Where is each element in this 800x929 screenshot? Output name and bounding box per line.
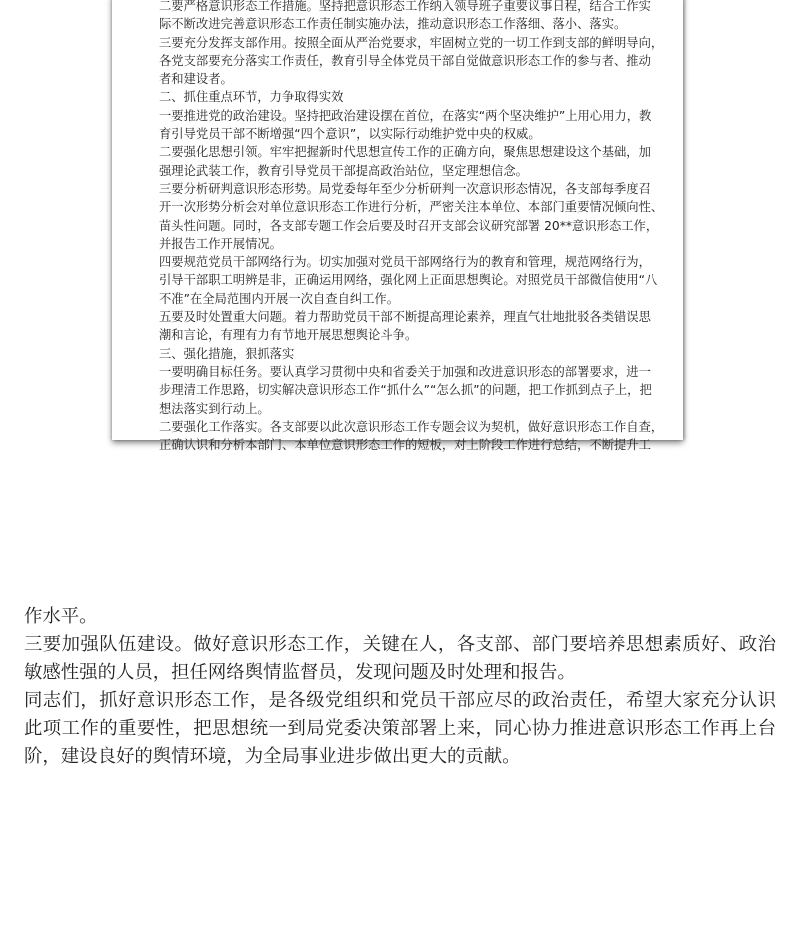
- text-line: 开一次形势分析会对单位意识形态工作进行分析，严密关注本单位、本部门重要情况倾向性、: [159, 200, 664, 215]
- text-line: 三、强化措施，狠抓落实: [159, 346, 295, 361]
- text-line: 不准”在全局范围内开展一次自查自纠工作。: [159, 291, 400, 306]
- text-line: 同志们，抓好意识形态工作，是各级党组织和党员干部应尽的政治责任，希望大家充分认识: [24, 690, 776, 711]
- text-line: 三要加强队伍建设。做好意识形态工作，关键在人，各支部、部门要培养思想素质好、政治: [24, 634, 776, 655]
- text-line: 强理论武装工作，教育引导党员干部提高政治站位，坚定理想信念。: [159, 163, 528, 178]
- text-line: 此项工作的重要性，把思想统一到局党委决策部署上来，同心协力推进意识形态工作再上台: [24, 718, 776, 739]
- text-line: 者和建设者。: [159, 72, 233, 87]
- text-line: 五要及时处置重大问题。着力帮助党员干部不断提高理论素养，理直气壮地批驳各类错误思: [159, 310, 651, 325]
- text-line: 阶，建设良好的舆情环境，为全局事业进步做出更大的贡献。: [24, 746, 521, 767]
- text-line: 并报告工作开展情况。: [159, 236, 282, 251]
- text-line: 二要严格意识形态工作措施。坚持把意识形态工作纳入领导班子重要议事日程，结合工作实: [159, 0, 651, 13]
- text-line: 二、抓住重点环节，力争取得实效: [159, 90, 344, 105]
- text-line: 想法落实到行动上。: [159, 401, 270, 416]
- text-line: 步理清工作思路，切实解决意识形态工作“抓什么”“怎么抓”的问题，把工作抓到点子上，把: [159, 383, 652, 398]
- text-line: 作水平。: [24, 606, 98, 627]
- text-line: 各党支部要充分落实工作责任，教育引导全体党员干部自觉做意识形态工作的参与者、推动: [159, 53, 651, 68]
- text-line: 际不断改进完善意识形态工作责任制实施办法，推动意识形态工作落细、落小、落实。: [159, 17, 627, 32]
- text-line: 苗头性问题。同时，各支部专题工作会后要及时召开支部会议研究部署 20**意识形态工作，: [159, 218, 659, 233]
- text-line: 敏感性强的人员，担任网络舆情监督员，发现问题及时处理和报告。: [24, 662, 576, 683]
- text-line: 正确认识和分析本部门、本单位意识形态工作的短板，对上阶段工作进行总结，不断提升工: [159, 438, 651, 453]
- text-line: 育引导党员干部不断增强“四个意识”，以实际行动维护党中央的权威。: [159, 127, 541, 142]
- text-line: 引导干部职工明辨是非，正确运用网络，强化网上正面思想舆论。对照党员干部微信使用“八: [159, 273, 658, 288]
- text-line: 潮和言论，有理有力有节地开展思想舆论斗争。: [159, 328, 418, 343]
- text-line: 三要充分发挥支部作用。按照全面从严治党要求，牢固树立党的一切工作到支部的鲜明导向，: [159, 35, 664, 50]
- text-line: 一要明确目标任务。要认真学习贯彻中央和省委关于加强和改进意识形态的部署要求，进一: [159, 364, 651, 379]
- text-line: 一要推进党的政治建设。坚持把政治建设摆在首位，在落实“两个坚决维护”上用心用力，教: [159, 108, 652, 123]
- document-preview-page: [112, 0, 683, 453]
- document-continuation-text: [24, 603, 776, 771]
- text-line: 二要强化工作落实。各支部要以此次意识形态工作专题会议为契机，做好意识形态工作自查，: [159, 419, 664, 434]
- text-line: 二要强化思想引领。牢牢把握新时代思想宣传工作的正确方向，聚焦思想建设这个基础，加: [159, 145, 651, 160]
- document-preview-text: [159, 0, 664, 454]
- text-line: 三要分析研判意识形态形势。局党委每年至少分析研判一次意识形态情况，各支部每季度召: [159, 181, 651, 196]
- text-line: 四要规范党员干部网络行为。切实加强对党员干部网络行为的教育和管理，规范网络行为，: [159, 255, 651, 270]
